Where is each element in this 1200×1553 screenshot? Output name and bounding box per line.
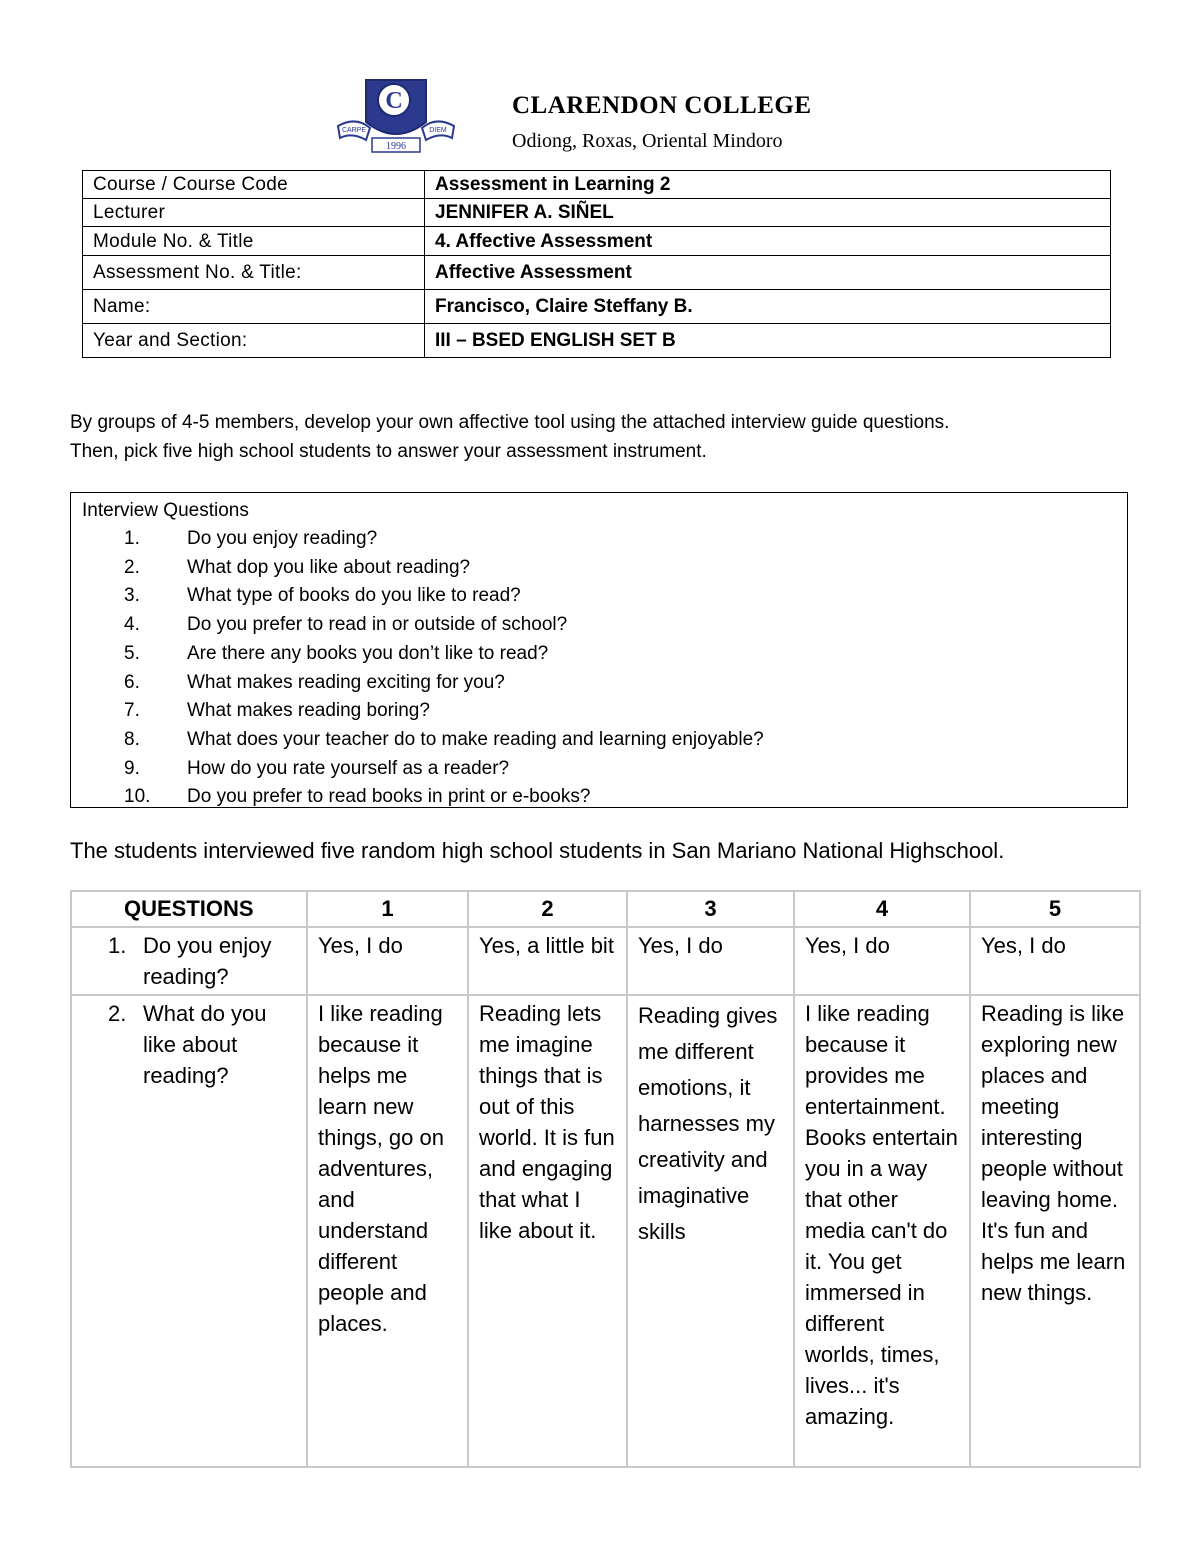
info-value: JENNIFER A. SIÑEL bbox=[425, 199, 1111, 227]
answer-cell: Yes, a little bit bbox=[468, 927, 627, 995]
logo-year: 1996 bbox=[386, 141, 406, 152]
info-label: Year and Section: bbox=[83, 324, 425, 358]
instructions-line: By groups of 4-5 members, develop your own affective tool using the attached interview guide questions. bbox=[70, 412, 950, 433]
question-number: 8. bbox=[124, 728, 140, 750]
question-text: What makes reading exciting for you? bbox=[187, 671, 505, 693]
answer-cell: Reading gives me different emotions, it harnesses my creativity and imaginative skills bbox=[627, 995, 794, 1467]
logo-motto-right: DIEM bbox=[429, 127, 447, 134]
answer-cell: I like reading because it helps me learn new things, go on adventures, and understand different people and places. bbox=[307, 995, 468, 1467]
college-address: Odiong, Roxas, Oriental Mindoro bbox=[512, 130, 783, 152]
interview-questions-title: Interview Questions bbox=[82, 500, 249, 521]
instructions-line: Then, pick five high school students to answer your assessment instrument. bbox=[70, 441, 707, 462]
question-text: What do you like about reading? bbox=[143, 1001, 267, 1088]
question-text: Are there any books you don’t like to read? bbox=[187, 642, 549, 664]
info-value: 4. Affective Assessment bbox=[425, 227, 1111, 256]
answer-cell: Yes, I do bbox=[970, 927, 1140, 995]
question-cell bbox=[71, 995, 307, 1467]
table-header-row bbox=[71, 891, 1140, 927]
question-text: What dop you like about reading? bbox=[187, 556, 471, 578]
question-cell bbox=[71, 927, 307, 995]
summary-text: The students interviewed five random high school students in San Mariano National Highschool. bbox=[70, 838, 1005, 863]
question-number: 7. bbox=[124, 700, 140, 722]
table-row bbox=[71, 995, 1140, 1467]
info-row-assessment bbox=[83, 256, 1111, 290]
column-header: QUESTIONS bbox=[71, 891, 307, 927]
question-number: 1. bbox=[108, 933, 127, 958]
college-logo bbox=[336, 76, 456, 156]
course-info-table bbox=[82, 170, 1111, 358]
answer-cell: Yes, I do bbox=[794, 927, 970, 995]
question-number: 1. bbox=[124, 528, 140, 549]
table-row bbox=[71, 927, 1140, 995]
logo-letter: C bbox=[385, 88, 403, 114]
question-text: Do you prefer to read books in print or e-books? bbox=[187, 786, 591, 808]
info-row-name bbox=[83, 290, 1111, 324]
instructions bbox=[70, 408, 1130, 466]
question-text: How do you rate yourself as a reader? bbox=[187, 757, 510, 779]
column-header: 1 bbox=[307, 891, 468, 927]
info-row-module bbox=[83, 227, 1111, 256]
question-text: Do you prefer to read in or outside of school? bbox=[187, 614, 568, 636]
info-label: Course / Course Code bbox=[83, 171, 425, 199]
info-value: III – BSED ENGLISH SET B bbox=[425, 324, 1111, 358]
interview-question-item bbox=[82, 640, 1127, 669]
question-text: Do you enjoy reading? bbox=[187, 528, 378, 549]
interview-question-item bbox=[82, 554, 1127, 583]
question-number: 5. bbox=[124, 642, 140, 664]
answer-cell: Yes, I do bbox=[627, 927, 794, 995]
question-text: What type of books do you like to read? bbox=[187, 585, 521, 607]
info-value: Assessment in Learning 2 bbox=[425, 171, 1111, 199]
interview-question-item bbox=[82, 783, 1127, 812]
answer-cell: I like reading because it provides me entertainment. Books entertain you in a way that other media can't do it. You get immersed in different worlds, times, lives... it's amazing. bbox=[794, 995, 970, 1467]
column-header: 3 bbox=[627, 891, 794, 927]
question-text: What makes reading boring? bbox=[187, 700, 430, 722]
column-header: 5 bbox=[970, 891, 1140, 927]
interview-question-item bbox=[82, 611, 1127, 640]
question-text: What does your teacher do to make reading and learning enjoyable? bbox=[187, 728, 764, 750]
question-number: 6. bbox=[124, 671, 140, 693]
interview-question-item bbox=[82, 525, 1127, 554]
question-number: 9. bbox=[124, 757, 140, 779]
info-label: Assessment No. & Title: bbox=[83, 256, 425, 290]
column-header: 2 bbox=[468, 891, 627, 927]
info-label: Name: bbox=[83, 290, 425, 324]
question-number: 4. bbox=[124, 614, 140, 636]
logo-motto-left: CARPE bbox=[341, 127, 367, 134]
info-value: Francisco, Claire Steffany B. bbox=[425, 290, 1111, 324]
answer-cell: Yes, I do bbox=[307, 927, 468, 995]
info-row-course bbox=[83, 171, 1111, 199]
question-number: 10. bbox=[124, 786, 151, 808]
question-number: 3. bbox=[124, 585, 140, 607]
question-number: 2. bbox=[124, 556, 140, 578]
question-text: Do you enjoy reading? bbox=[143, 933, 272, 989]
column-header: 4 bbox=[794, 891, 970, 927]
interview-question-item bbox=[82, 582, 1127, 611]
interview-question-item bbox=[82, 669, 1127, 698]
college-name: CLARENDON COLLEGE bbox=[512, 92, 812, 119]
info-value: Affective Assessment bbox=[425, 256, 1111, 290]
info-label: Lecturer bbox=[83, 199, 425, 227]
info-row-lecturer bbox=[83, 199, 1111, 227]
interview-question-item bbox=[82, 755, 1127, 784]
interview-questions-box bbox=[70, 492, 1128, 808]
responses-table bbox=[70, 890, 1141, 1468]
answer-cell: Reading lets me imagine things that is out of this world. It is fun and engaging that what I like about it. bbox=[468, 995, 627, 1467]
question-number: 2. bbox=[108, 1001, 127, 1026]
interview-question-item bbox=[82, 726, 1127, 755]
interview-question-item bbox=[82, 697, 1127, 726]
info-row-section bbox=[83, 324, 1111, 358]
info-label: Module No. & Title bbox=[83, 227, 425, 256]
answer-cell: Reading is like exploring new places and meeting interesting people without leaving home. It's fun and helps me learn new things. bbox=[970, 995, 1140, 1467]
